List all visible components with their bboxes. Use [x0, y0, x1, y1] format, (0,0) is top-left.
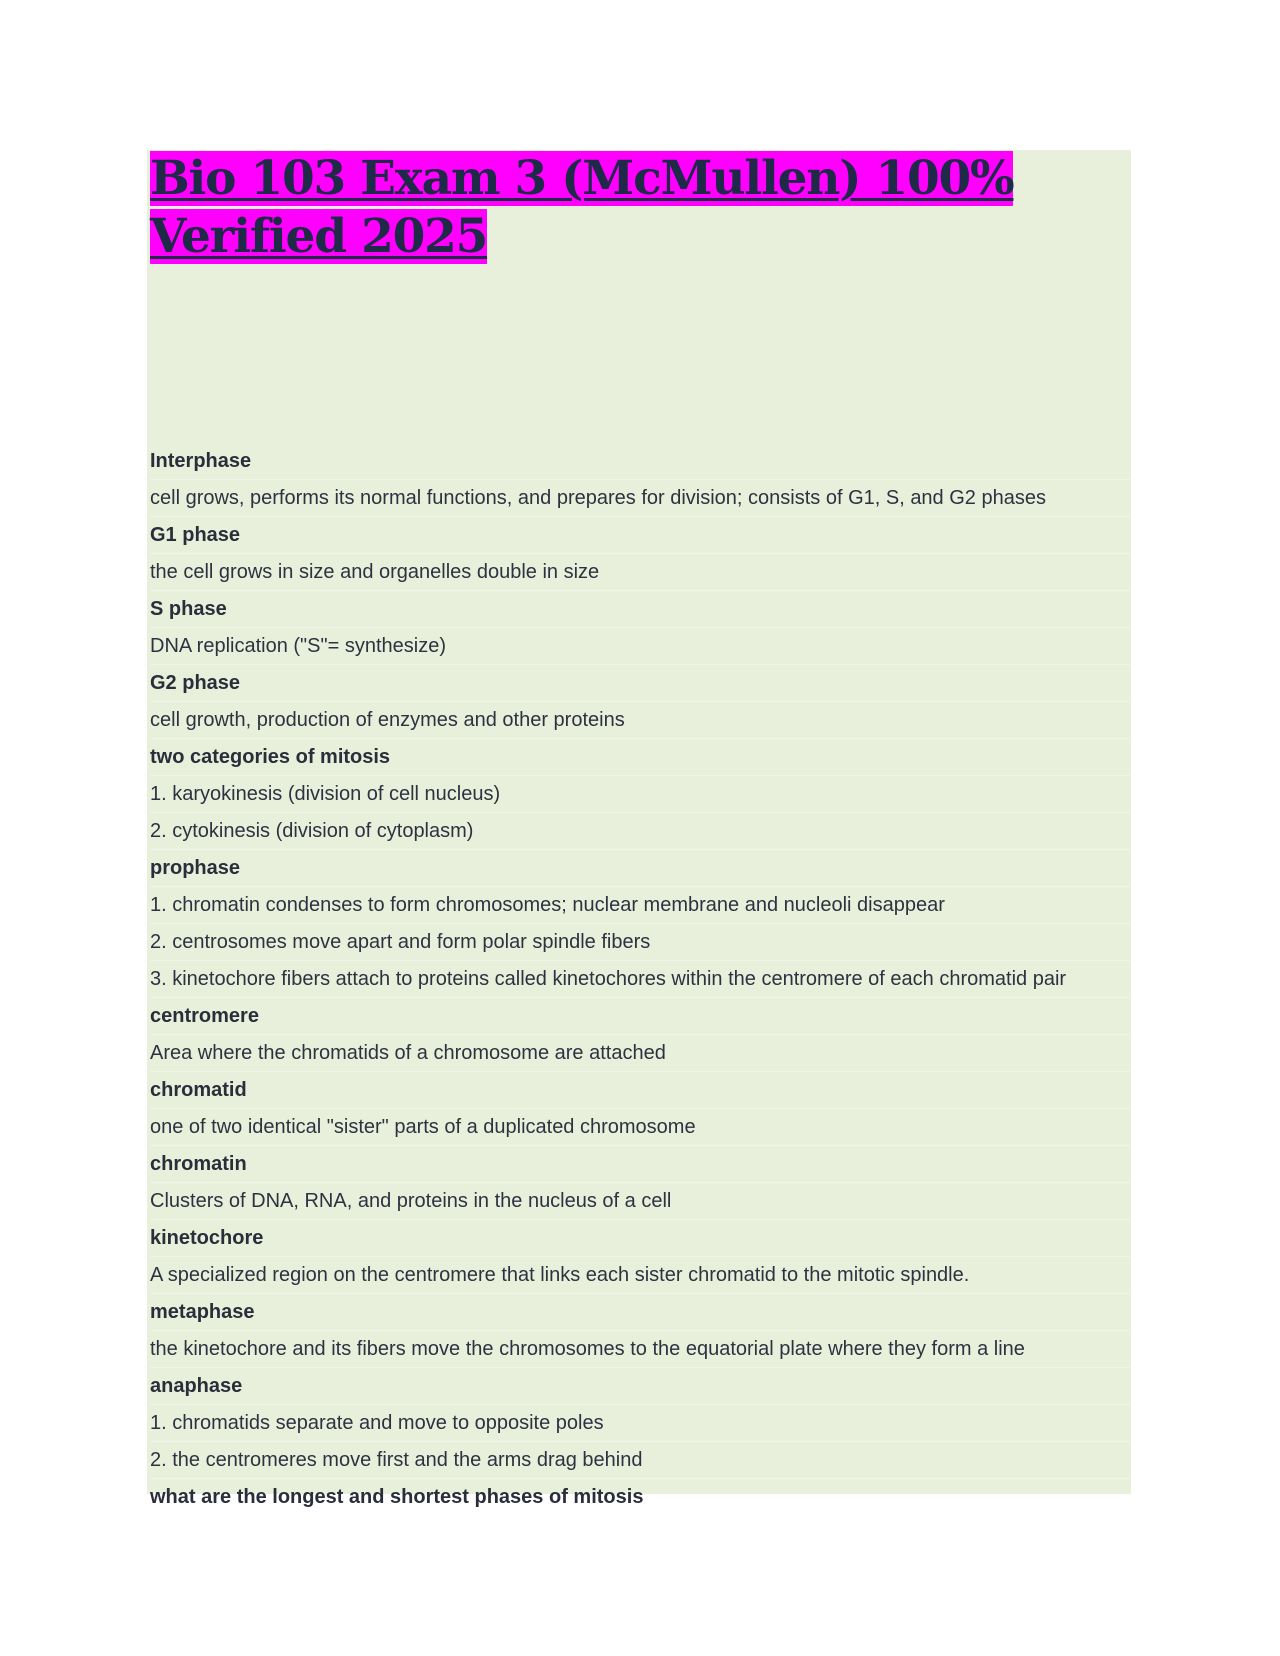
term-heading: Interphase [150, 443, 1130, 480]
definition-text: DNA replication ("S"= synthesize) [150, 628, 1130, 665]
term-heading: G1 phase [150, 517, 1130, 554]
term-heading: chromatin [150, 1146, 1130, 1183]
term-heading: S phase [150, 591, 1130, 628]
qa-list [150, 443, 1130, 1516]
term-heading: chromatid [150, 1072, 1130, 1109]
term-heading: two categories of mitosis [150, 739, 1130, 776]
definition-text: cell growth, production of enzymes and other proteins [150, 702, 1130, 739]
definition-text: one of two identical "sister" parts of a duplicated chromosome [150, 1109, 1130, 1146]
term-heading: what are the longest and shortest phases of mitosis [150, 1479, 1130, 1516]
definition-text: 1. karyokinesis (division of cell nucleus) [150, 776, 1130, 813]
definition-text: the cell grows in size and organelles double in size [150, 554, 1130, 591]
definition-text: 2. centrosomes move apart and form polar spindle fibers [150, 924, 1130, 961]
term-heading: anaphase [150, 1368, 1130, 1405]
term-heading: prophase [150, 850, 1130, 887]
term-heading: kinetochore [150, 1220, 1130, 1257]
definition-text: 3. kinetochore fibers attach to proteins called kinetochores within the centromere of each chromatid pair [150, 961, 1130, 998]
definition-text: 2. cytokinesis (division of cytoplasm) [150, 813, 1130, 850]
definition-text: 2. the centromeres move first and the arms drag behind [150, 1442, 1130, 1479]
term-heading: G2 phase [150, 665, 1130, 702]
term-heading: metaphase [150, 1294, 1130, 1331]
definition-text: Clusters of DNA, RNA, and proteins in the nucleus of a cell [150, 1183, 1130, 1220]
definition-text: the kinetochore and its fibers move the chromosomes to the equatorial plate where they form a line [150, 1331, 1130, 1368]
document-title [150, 150, 1130, 266]
definition-text: Area where the chromatids of a chromosome are attached [150, 1035, 1130, 1072]
definition-text: A specialized region on the centromere that links each sister chromatid to the mitotic spindle. [150, 1257, 1130, 1294]
definition-text: cell grows, performs its normal functions, and prepares for division; consists of G1, S, and G2 phases [150, 480, 1130, 517]
definition-text: 1. chromatin condenses to form chromosomes; nuclear membrane and nucleoli disappear [150, 887, 1130, 924]
document-title-text: Bio 103 Exam 3 (McMullen) 100% Verified 2025 [150, 151, 1014, 264]
definition-text: 1. chromatids separate and move to opposite poles [150, 1405, 1130, 1442]
term-heading: centromere [150, 998, 1130, 1035]
